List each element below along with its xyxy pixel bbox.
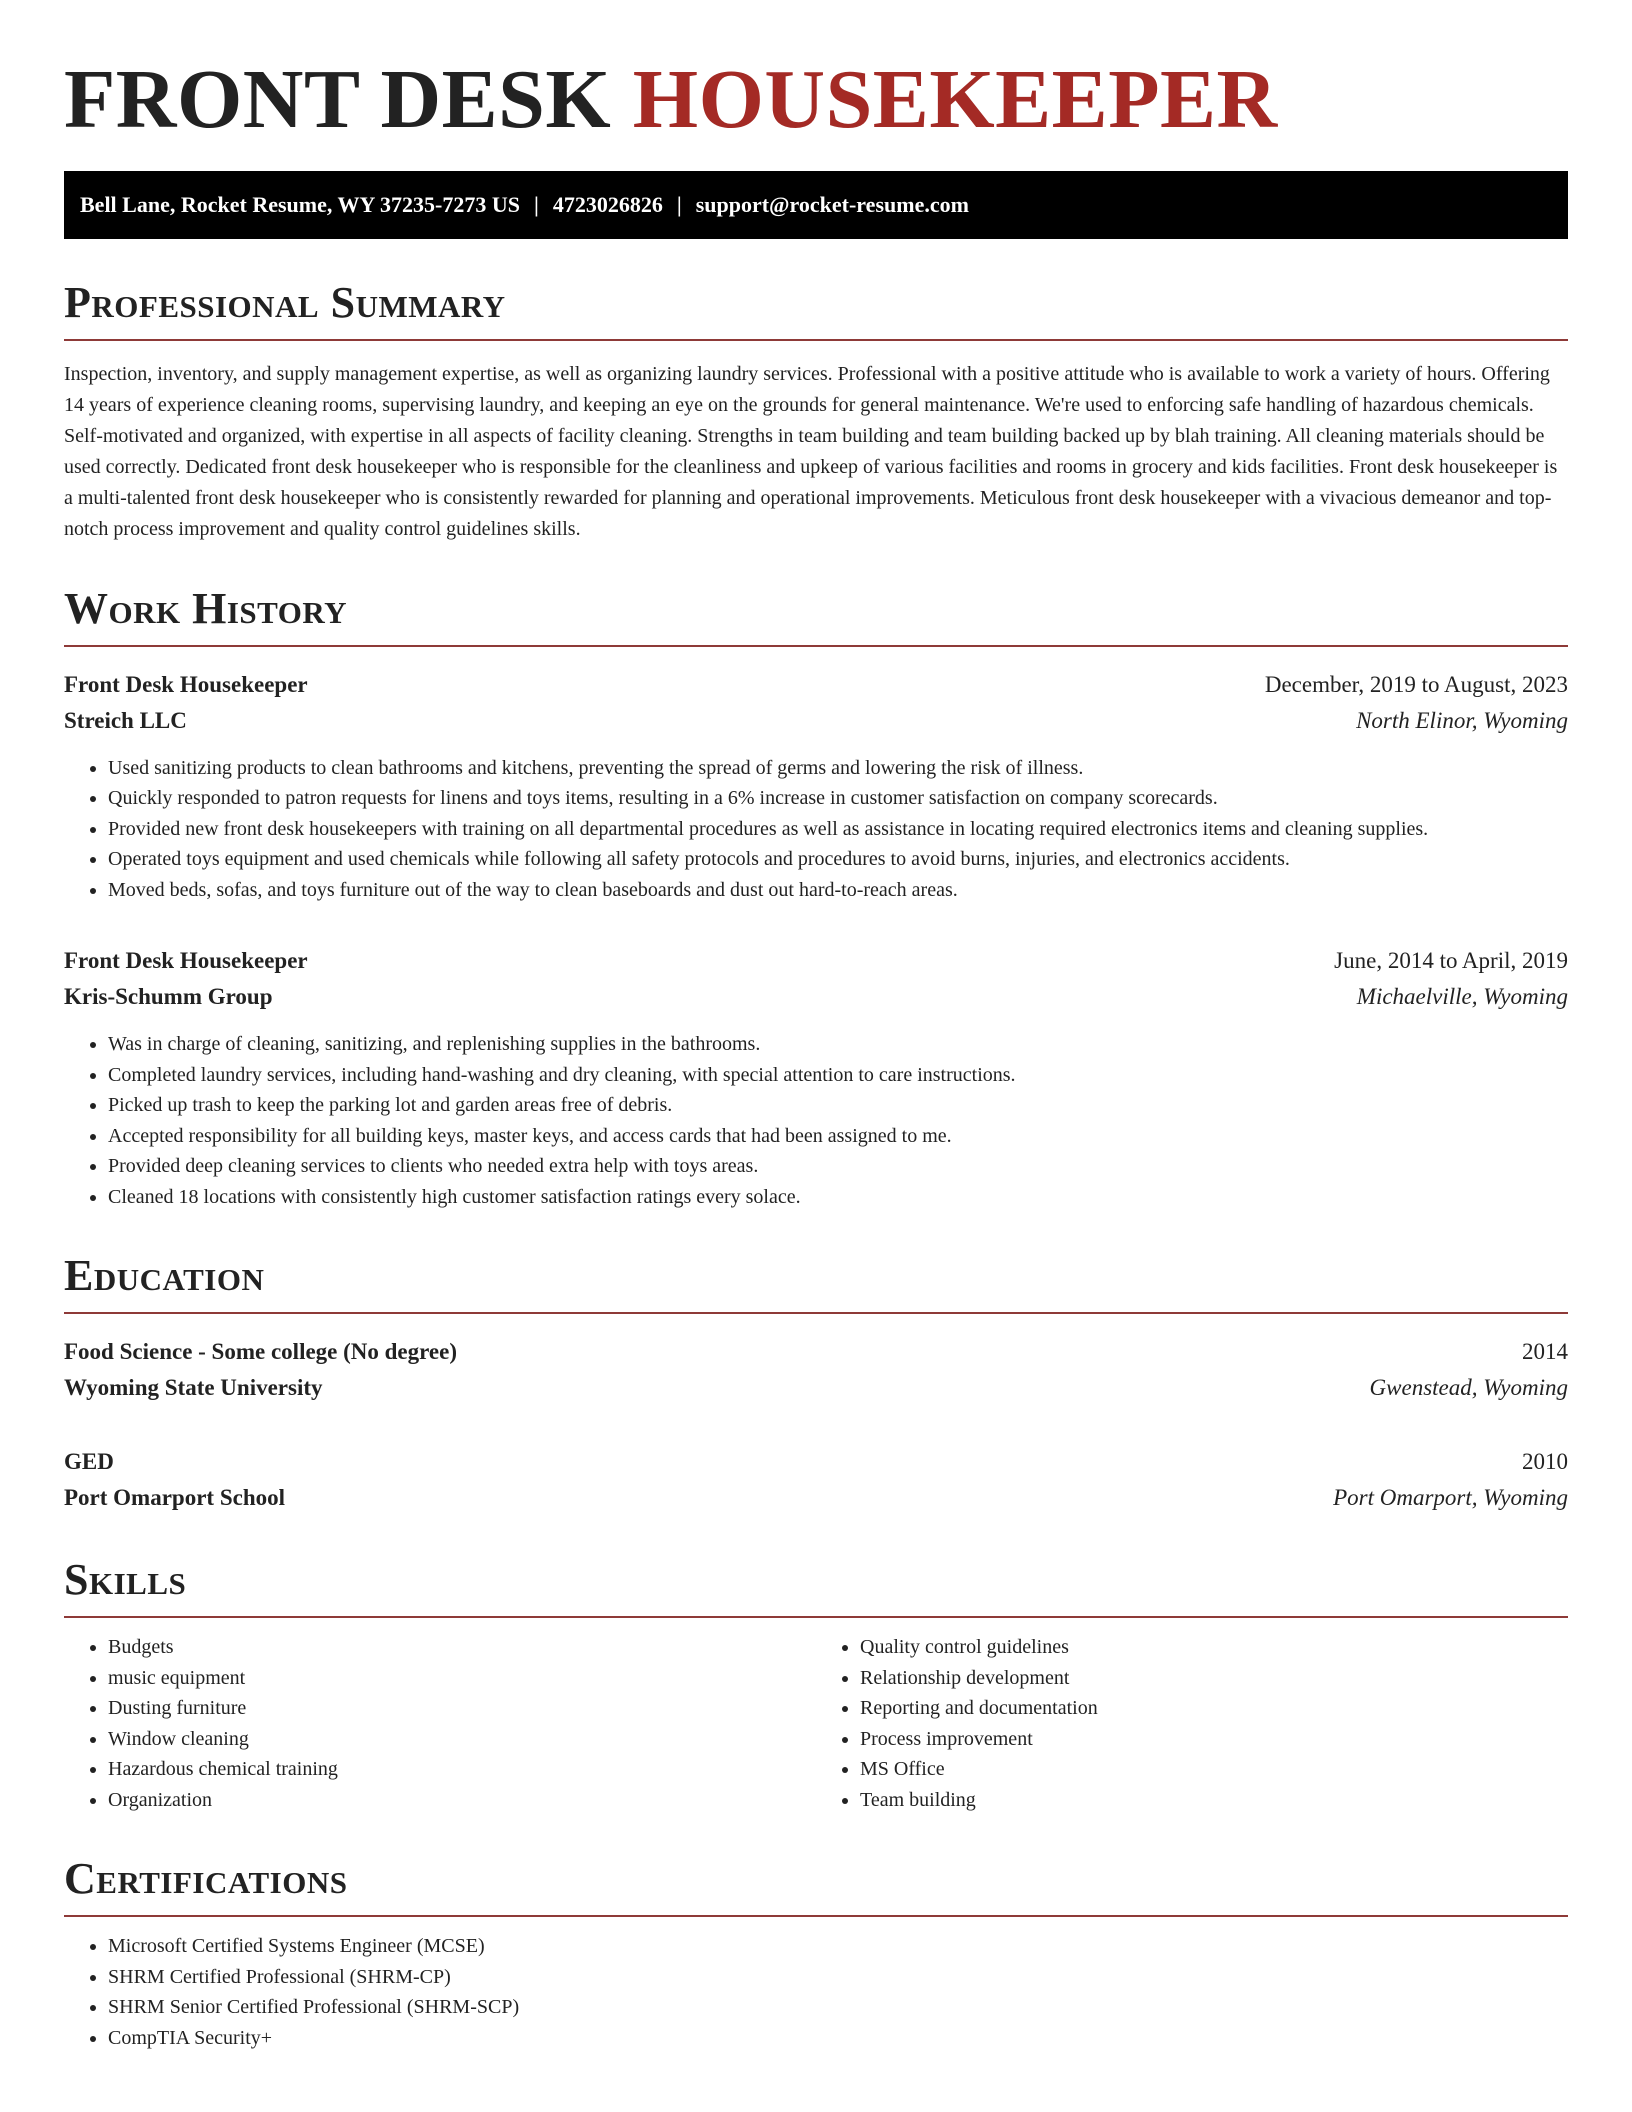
list-item: • Provided deep cleaning services to clients who needed extra help with toys areas. <box>108 1151 1568 1182</box>
contact-bar <box>64 171 1568 239</box>
summary-section <box>64 277 1568 545</box>
education-school: Wyoming State University <box>64 1375 323 1401</box>
skill-item: • Hazardous chemical training <box>108 1754 816 1785</box>
job-bullets <box>64 753 1568 906</box>
list-item: • Provided new front desk housekeepers with training on all departmental procedures as well as assistance in locating required electronics items and cleaning supplies. <box>108 814 1568 845</box>
job-title: Front Desk Housekeeper <box>64 948 308 974</box>
skill-item: • Process improvement <box>860 1724 1568 1755</box>
certifications-section <box>64 1854 1568 2053</box>
job-location: Michaelville, Wyoming <box>1356 984 1568 1010</box>
job-company: Streich LLC <box>64 707 187 733</box>
skill-item: • Dusting furniture <box>108 1693 816 1724</box>
job-entry <box>64 667 1568 906</box>
skills-list-right <box>816 1632 1568 1815</box>
skills-section <box>64 1555 1568 1815</box>
list-item: • Cleaned 18 locations with consistently high customer satisfaction ratings every solace. <box>108 1182 1568 1213</box>
job-entry <box>64 943 1568 1212</box>
job-dates: June, 2014 to April, 2019 <box>1334 948 1568 974</box>
skill-item: • music equipment <box>108 1663 816 1694</box>
education-location: Gwenstead, Wyoming <box>1369 1375 1568 1401</box>
list-item: • Quickly responded to patron requests for linens and toys items, resulting in a 6% increase in customer satisfaction on company scorecards. <box>108 783 1568 814</box>
section-title-summary: Professional Summary <box>64 281 1568 341</box>
certification-item: • SHRM Certified Professional (SHRM-CP) <box>108 1962 1568 1993</box>
skill-item: • Window cleaning <box>108 1724 816 1755</box>
certification-item: • Microsoft Certified Systems Engineer (MCSE) <box>108 1931 1568 1962</box>
list-item: • Accepted responsibility for all building keys, master keys, and access cards that had been assigned to me. <box>108 1121 1568 1152</box>
job-dates: December, 2019 to August, 2023 <box>1264 671 1568 697</box>
contact-separator: | <box>533 191 539 217</box>
skills-list-left <box>64 1632 816 1815</box>
contact-phone: 4723026826 <box>552 191 663 217</box>
education-section <box>64 1251 1568 1516</box>
skills-columns <box>64 1632 1568 1815</box>
skill-item: • Budgets <box>108 1632 816 1663</box>
skill-item: • Relationship development <box>860 1663 1568 1694</box>
resume-name <box>64 52 1568 149</box>
name-part-2: HOUSEKEEPER <box>632 53 1278 146</box>
certifications-list <box>64 1931 1568 2053</box>
education-degree: GED <box>64 1449 114 1475</box>
job-company: Kris-Schumm Group <box>64 984 273 1010</box>
contact-address: Bell Lane, Rocket Resume, WY 37235-7273 US <box>80 191 520 217</box>
education-year: 2010 <box>1522 1449 1568 1475</box>
contact-email: support@rocket-resume.com <box>695 191 969 217</box>
list-item: • Picked up trash to keep the parking lot and garden areas free of debris. <box>108 1090 1568 1121</box>
education-school: Port Omarport School <box>64 1485 286 1511</box>
skill-item: • Organization <box>108 1785 816 1816</box>
job-title: Front Desk Housekeeper <box>64 671 308 697</box>
section-title-work-history: Work History <box>64 587 1568 647</box>
list-item: • Operated toys equipment and used chemicals while following all safety protocols and procedures to avoid burns, injuries, and electronics accidents. <box>108 844 1568 875</box>
list-item: • Was in charge of cleaning, sanitizing, and replenishing supplies in the bathrooms. <box>108 1029 1568 1060</box>
education-year: 2014 <box>1522 1339 1568 1365</box>
education-entry <box>64 1444 1568 1516</box>
list-item: • Used sanitizing products to clean bathrooms and kitchens, preventing the spread of germs and lowering the risk of illness. <box>108 753 1568 784</box>
list-item: • Moved beds, sofas, and toys furniture out of the way to clean baseboards and dust out hard-to-reach areas. <box>108 875 1568 906</box>
education-degree: Food Science - Some college (No degree) <box>64 1339 458 1365</box>
name-part-1: FRONT DESK <box>64 53 612 146</box>
work-history-section <box>64 583 1568 1213</box>
list-item: • Completed laundry services, including hand-washing and dry cleaning, with special attention to care instructions. <box>108 1060 1568 1091</box>
section-title-education: Education <box>64 1254 1568 1314</box>
skill-item: • Reporting and documentation <box>860 1693 1568 1724</box>
job-bullets <box>64 1029 1568 1212</box>
certification-item: • SHRM Senior Certified Professional (SHRM-SCP) <box>108 1992 1568 2023</box>
contact-separator: | <box>676 191 682 217</box>
education-location: Port Omarport, Wyoming <box>1333 1485 1568 1511</box>
job-location: North Elinor, Wyoming <box>1356 707 1568 733</box>
education-entry <box>64 1334 1568 1406</box>
skill-item: • MS Office <box>860 1754 1568 1785</box>
skill-item: • Quality control guidelines <box>860 1632 1568 1663</box>
skill-item: • Team building <box>860 1785 1568 1816</box>
section-title-certifications: Certifications <box>64 1857 1568 1917</box>
section-title-skills: Skills <box>64 1558 1568 1618</box>
certification-item: • CompTIA Security+ <box>108 2023 1568 2054</box>
summary-text: Inspection, inventory, and supply management expertise, as well as organizing laundry services. Professional with a positive attitude who is available to work a variety of hours. Offering 14 years of experience cleaning rooms, supervising laundry, and keeping an eye on the grounds for general maintenance. We're used to enforcing safe handling of hazardous chemicals. Self-motivated and organized, with expertise in all aspects of facility cleaning. Strengths in team building and team building backed up by blah training. All cleaning materials should be used correctly. Dedicated front desk housekeeper who is responsible for the cleanliness and upkeep of various facilities and rooms in grocery and kids facilities. Front desk housekeeper is a multi-talented front desk housekeeper who is consistently rewarded for planning and operational improvements. Meticulous front desk housekeeper with a vivacious demeanor and top-notch process improvement and quality control guidelines skills. <box>64 362 1558 540</box>
